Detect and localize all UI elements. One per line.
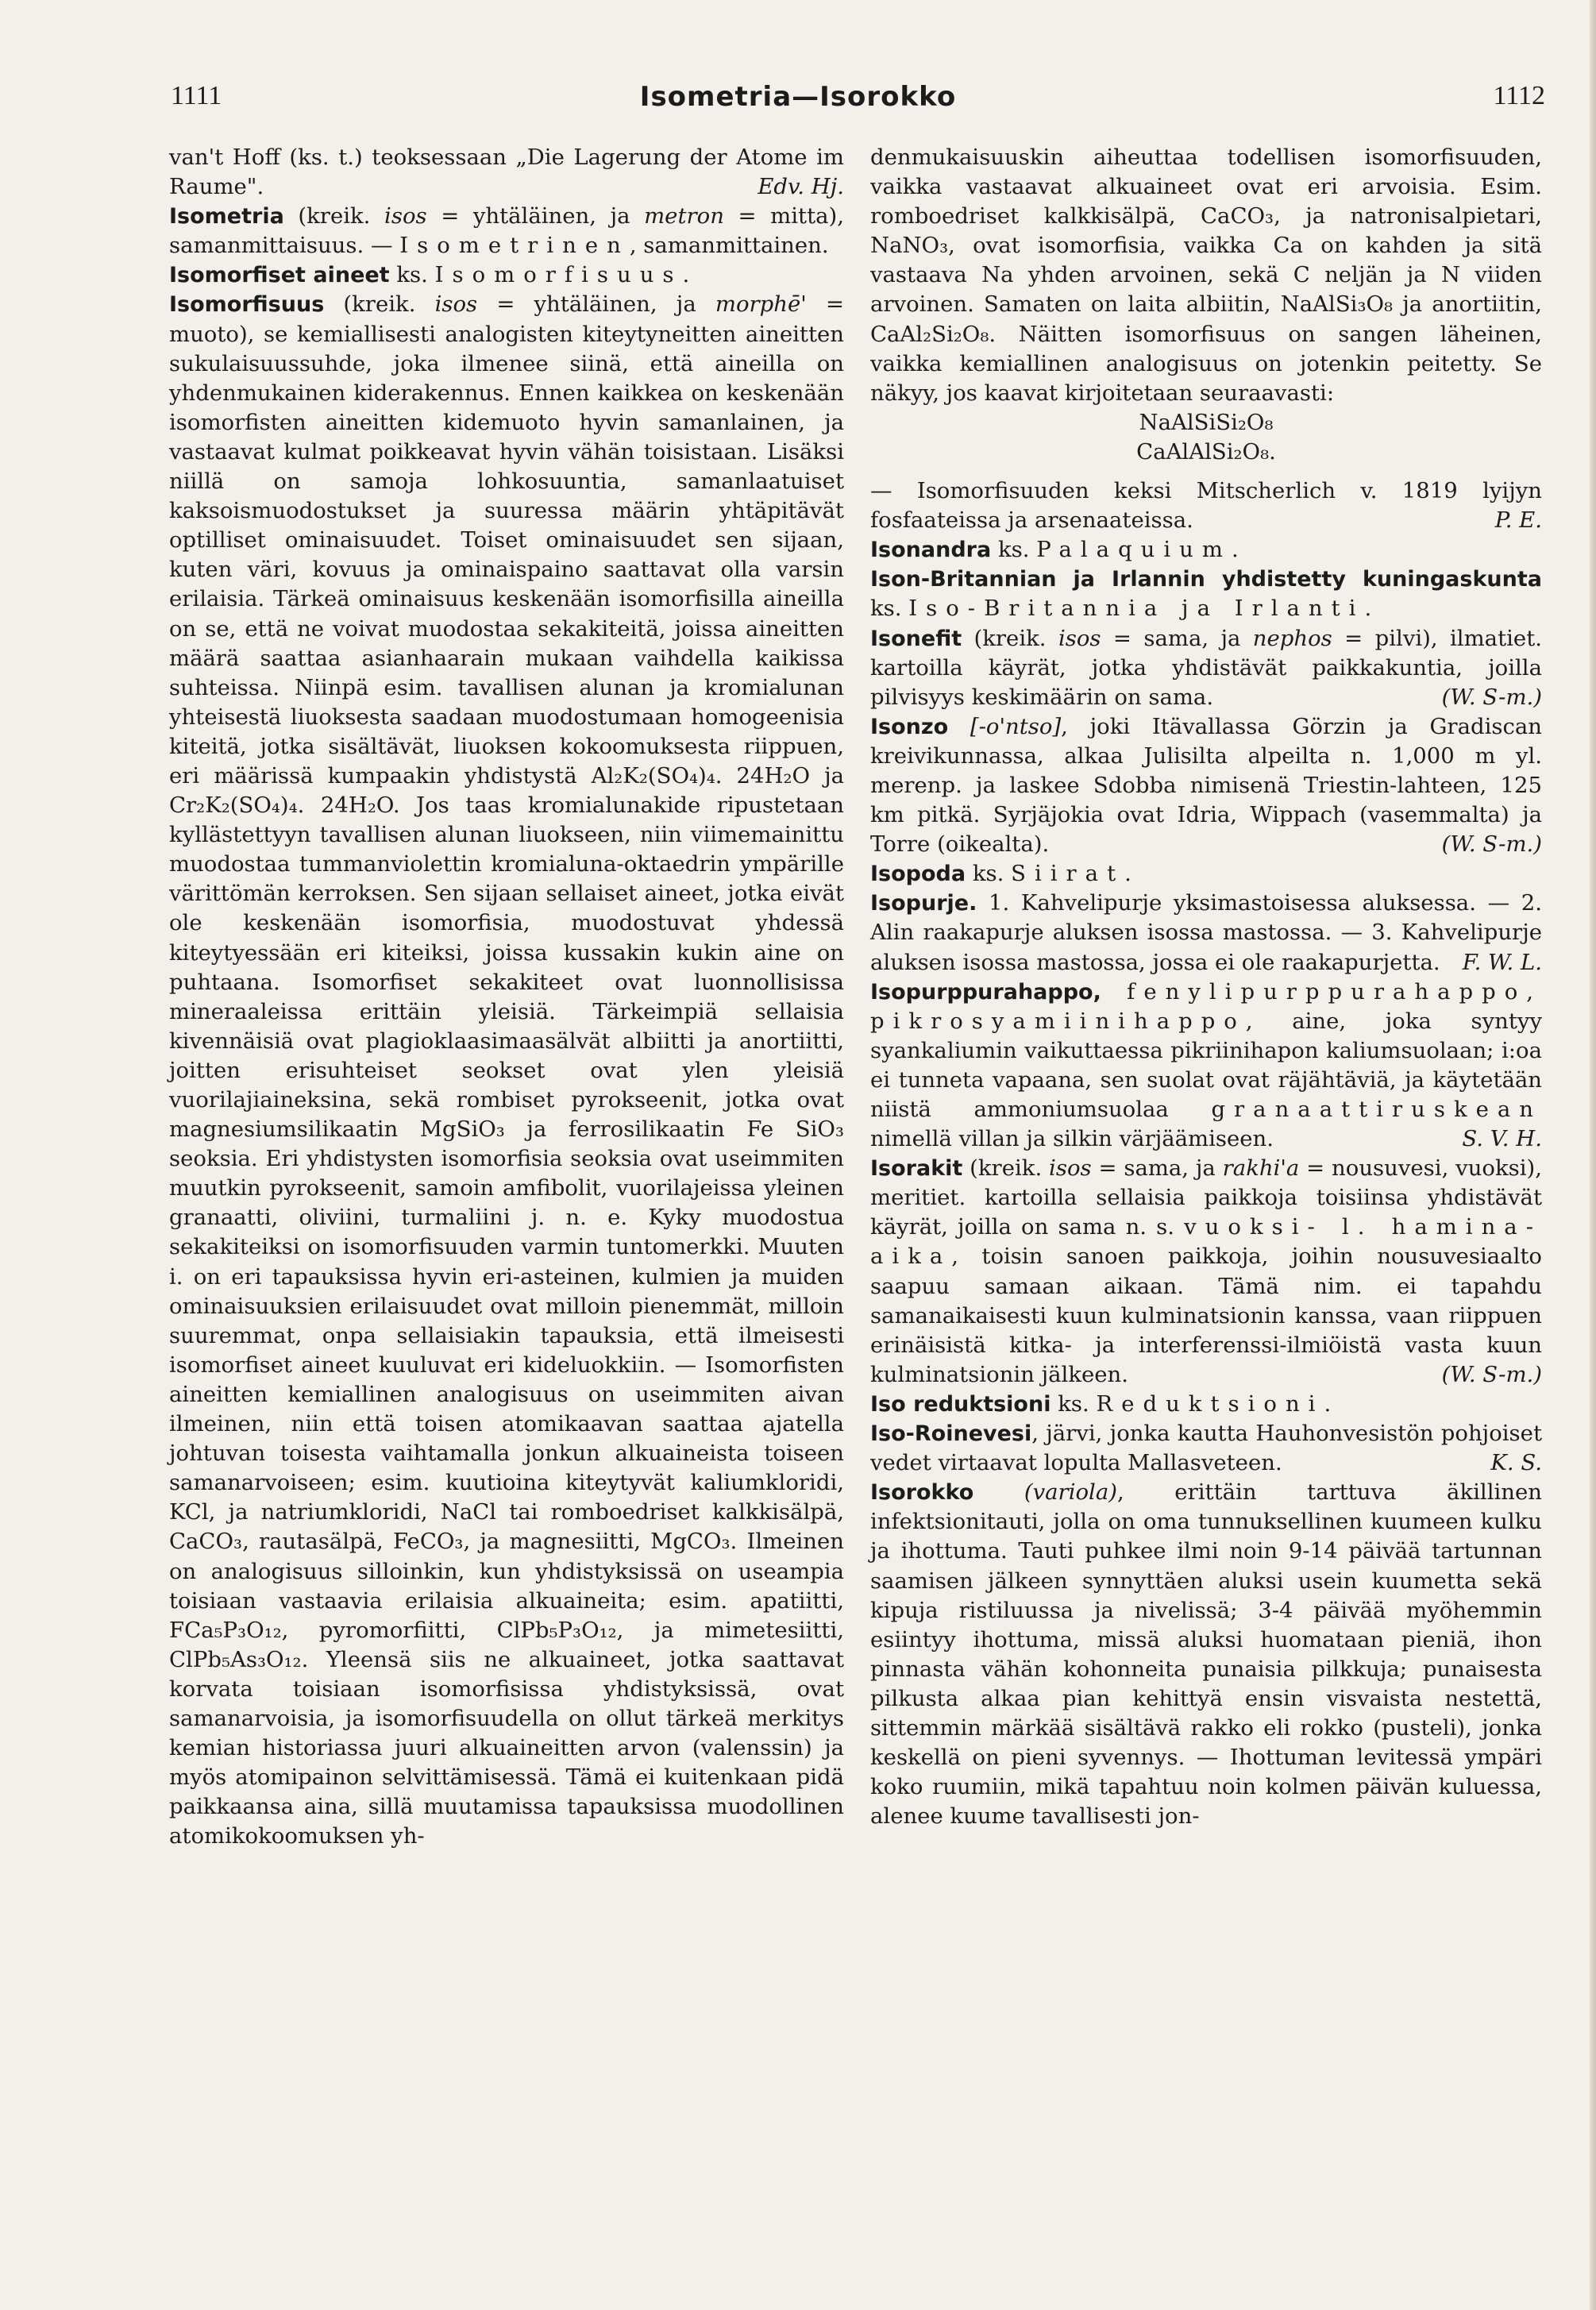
formula-line: NaAlSiSi₂O₈ xyxy=(1139,409,1274,435)
entry-iso-reduktsioni: Iso reduktsioni ks. Reduktsioni. xyxy=(870,1390,1332,1417)
entry-term: Isopurppurahappo, xyxy=(870,979,1101,1005)
entry-term: Isomorfiset aineet xyxy=(169,263,390,288)
cross-reference: Siirat xyxy=(1011,861,1125,887)
entry-ison-britannian: Ison-Britannian ja Irlannin yhdistetty kuningaskunta ks. Iso-Britannia ja Irlanti. xyxy=(870,567,1542,622)
formula-line: CaAlAlSi₂O₈. xyxy=(1136,438,1276,465)
signature: P. E. xyxy=(1494,507,1542,534)
entry-term: Isopurje. xyxy=(870,891,977,916)
entry-isopoda: Isopoda ks. Siirat. xyxy=(870,861,1131,887)
page-number-left: 1111 xyxy=(171,81,222,110)
cross-reference: Palaquium xyxy=(1036,537,1232,563)
entry-term: Ison-Britannian ja Irlannin yhdistetty kuningaskunta xyxy=(870,567,1542,592)
entry-isomorfisuus: Isomorfisuus (kreik. isos = yhtäläinen, ja morphē' = muoto), se kemiallisesti analogisten kiteytyneitten aineitten sukulaisuussuhde, joka ilmenee siinä, että aineilla on yhdenmukainen kiderakennus. Ennen kaikkea on keskenään isomorfisten aineitten kidemuoto hyvin samanlainen, ja vastaavat kulmat poikkeavat hyvin vähän toisistaan. Lisäksi niillä on samoja lohkosuuntia, samanlaatuiset kaksoismuodostukset ja suuressa määrin yhtäpitävät optilliset ominaisuudet. Toiset ominaisuudet sen sijaan, kuten väri, kovuus ja ominaispaino saattavat olla varsin erilaisia. Tärkeä ominaisuus keskenään isomorfisilla aineilla on se, että ne voivat muodostaa sekakiteitä, joissa aineitten määrä saattaa asianhaarain mukaan vaihdella kaikissa suhteissa. Niinpä esim. tavallisen alunan ja kromialunan yhteisestä liuoksesta saadaan muodostumaan homogeenisia kiteitä, jotka sisältävät, liuoksen kokoomuksesta riippuen, eri määrissä kumpaakin yhdistystä Al₂K₂(SO₄)₄. 24H₂O ja Cr₂K₂(SO₄)₄. 24H₂O. Jos taas kromialunakide ripustetaan kyllästettyyn tavallisen alunan liuokseen, niin viimemainittu muodostaa tummanviolettin kromialuna-oktaedrin ympärille värittömän kerroksen. Sen sijaan sellaiset aineet, jotka eivät ole keskenään isomorfisia, muodostuvat yhdessä kiteytyessään eri kiteiksi, joissa kussakin kukin aine on puhtaana. Isomorfiset sekakiteet ovat luonnollisissa mineraaleissa erittäin yleisiä. Tärkeimpiä sellaisia kivennäisiä ovat plagioklaasimaasälvät albiitti ja anortiitti, joitten erisuhteiset seokset ovat ylen yleisiä vuorilajiaineksina, sekä rombiset pyrokseenit, jotka ovat magnesiumsilikaatin MgSiO₃ ja ferrosilikaatin Fe SiO₃ seoksia. Eri yhdistysten isomorfisia seoksia ovat useimmiten muutkin pyrokseenit, samoin amfibolit, vuorilajeissa yleinen granaatti, oliviini, turmaliini j. n. e. Kyky muodostua sekakiteiksi on isomorfisuuden varmin tuntomerkki. Muuten i. on eri tapauksissa hyvin eri-asteinen, kulmien ja muiden ominaisuuksien erilaisuudet ovat milloin pienemmät, milloin suuremmat, onpa sellaisiakin tapauksia, että ilmeisesti isomorfiset aineet kuuluvat eri kideluokkiin. — Isomorfisten aineitten kemiallinen analogisuus on useimmiten aivan ilmeinen, niin että toisen atomikaavan saattaa ajatella johtuvan toisesta vaihtamalla jonkun alkuaineista toiseen samanarvoiseen; esim. kuutioina kiteytyvät kaliumkloridi, KCl, ja natriumkloridi, NaCl tai romboedriset kalkkisälpä, CaCO₃, rautasälpä, FeCO₃, ja magnesiitti, MgCO₃. Ilmeinen on analogisuus silloinkin, kun yhdistyksissä on useampia toisiaan vastaavia erilaisia alkuaineita; esim. apatiitti, FCa₅P₃O₁₂, pyromorfiitti, ClPb₅P₃O₁₂, ja mimetesiitti, ClPb₅As₃O₁₂. Yleensä siis ne alkuaineet, jotka saattavat korvata toisiaan isomorfisissa yhdistyksissä, ovat samanarvoisia, ja isomorfisuudella on ollut tärkeä merkitys kemian historiassa juuri alkuaineitten arvon (valenssin) ja myös atomipainon selvittämisessä. Tämä ei kuitenkaan pidä paikkaansa aina, sillä muutamissa tapauksissa muodollinen atomikokoomuksen yh- xyxy=(169,291,845,1849)
page-edge xyxy=(1590,0,1596,2310)
entry-term: Isorokko xyxy=(870,1480,974,1506)
paragraph-vanthoff: van't Hoff (ks. t.) teoksessaan „Die Lagerung der Atome im Raume". Edv. Hj. xyxy=(169,143,844,202)
signature: F. W. L. xyxy=(1462,949,1542,975)
left-column xyxy=(169,143,844,1851)
signature: (W. S-m.) xyxy=(1441,1361,1542,1387)
entry-term: Isonefit xyxy=(870,626,962,651)
paragraph-mitscherlich: — Isomorfisuuden keksi Mitscherlich v. 1819 lyijyn fosfaateissa ja arsenaateissa. P. E. xyxy=(870,476,1542,535)
entry-term: Iso-Roinevesi xyxy=(870,1421,1032,1447)
cross-reference: Isometrinen xyxy=(399,233,630,259)
entry-isomorfiset: Isomorfiset aineet ks. Isomorfisuus. xyxy=(169,262,690,288)
signature: K. S. xyxy=(1490,1450,1542,1476)
right-column xyxy=(870,143,1542,1831)
entry-term: Isopoda xyxy=(870,862,966,887)
entry-term: Isomorfisuus xyxy=(169,292,325,318)
signature: S. V. H. xyxy=(1462,1126,1542,1152)
entry-isopurje: Isopurje. 1. Kahvelipurje yksimastoisessa aluksessa. — 2. Alin raakapurje aluksen isossa mastossa. — 3. Kahvelipurje aluksen isossa mastossa, jossa ei ole raakapurjetta. F. W. L. xyxy=(870,889,1542,977)
cross-reference: granaattiruskean xyxy=(1211,1097,1542,1122)
signature: Edv. Hj. xyxy=(758,174,844,200)
entry-isometria: Isometria (kreik. isos = yhtäläinen, ja metron = mitta), samanmittaisuus. — Isometrinen, samanmittainen. xyxy=(169,203,845,259)
entry-iso-roinevesi: Iso-Roinevesi, järvi, jonka kautta Hauhonvesistön pohjoiset vedet virtaavat lopulta Mallasveteen. K. S. xyxy=(870,1419,1542,1478)
cross-reference: Reduktsioni xyxy=(1096,1390,1324,1417)
cross-reference: Iso-Britannia ja Irlanti xyxy=(908,596,1365,622)
entry-isorakit: Isorakit (kreik. isos = sama, ja rakhi'a = nousuvesi, vuoksi), meritiet. kartoilla sellaisia paikkoja toisiinsa yhdistävät käyrät, joilla on sama n. s. vuoksi- l. hamina-aika, toisin sanoen paikkoja, joihin nousuvesiaalto saapuu samaan aikaan. Tämä nim. ei tapahdu samanaikaisesti kuun kulminatsionin kanssa, vaan riippuen erinäisistä kitka- ja interferenssi-ilmiöistä vasta kuun kulminatsionin jälkeen. (W. S-m.) xyxy=(870,1154,1542,1390)
running-title: Isometria—Isorokko xyxy=(639,81,957,113)
cross-reference: fenylipurppurahappo, pikrosyamiinihappo xyxy=(870,978,1542,1034)
entry-isorokko: Isorokko (variola), erittäin tarttuva äkillinen infektsionitauti, jolla on oma tunnuksellinen kuumeen kulku ja ihottuma. Tauti puhkee ilmi noin 9-14 päivää tartunnan saamisen jälkeen synnyttäen aluksi usein kuumetta sekä kipuja ristiluussa ja nivelissä; 3-4 päivää myöhemmin esiintyy ihottuma, missä aluksi huomataan pieniä, ihon pinnasta vähän kohonneita punaisia pilkkuja; punaisesta pilkusta alkaa pian kehittyä ensin visvaista nestettä, sittemmin märkää sisältävä rakko eli rokko (pusteli), jonka keskellä on pieni syvennys. — Ihottuman levitessä ympäri koko ruumiin, mikä tapahtuu noin kolmen päivän kuluessa, alenee kuume tavallisesti jon- xyxy=(870,1479,1542,1830)
entry-term: Isometria xyxy=(169,204,284,229)
signature: (W. S-m.) xyxy=(1441,831,1542,858)
paragraph-continuation: denmukaisuuskin aiheuttaa todellisen isomorfisuuden, vaikka vastaavat alkuaineet ovat eri arvoisia. Esim. romboedriset kalkkisälpä, CaCO₃, ja natronisalpietari, NaNO₃, ovat isomorfisia, vaikka Ca on kahden ja sitä vastaava Na yhden arvoinen, sekä C neljän ja N viiden arvoinen. Samaten on laita albiitin, NaAlSi₃O₈ ja anortiitin, CaAl₂Si₂O₈. Näitten isomorfisuus on sangen läheinen, vaikka kemiallinen analogisuus on jotenkin peitetty. Se näkyy, jos kaavat kirjoitetaan seuraavasti: xyxy=(870,145,1542,406)
entry-isonzo: Isonzo [-o'ntso], joki Itävallassa Görzin ja Gradiscan kreivikunnassa, alkaa Julisilta alpeilta n. 1,000 m yl. merenp. ja laskee Sdobba nimisenä Triestin-lahteen, 125 km pitkä. Syrjäjokia ovat Idria, Wippach (vasemmalta) ja Torre (oikealta). (W. S-m.) xyxy=(870,712,1542,859)
entry-isopurppurahappo: Isopurppurahappo, fenylipurppurahappo, pikrosyamiinihappo, aine, joka syntyy syankaliumin vaikuttaessa pikriinihapon kaliumsuolaan; i:oa ei tunneta vapaana, sen suolat ovat räjähtäviä, ja käytetään niistä ammoniumsuolaa granaattiruskean nimellä villan ja silkin värjäämiseen. S. V. H. xyxy=(870,978,1542,1155)
entry-isonefit: Isonefit (kreik. isos = sama, ja nephos = pilvi), ilmatiet. kartoilla käyrät, jotka yhdistävät paikkakuntia, joilla pilvisyys keskimäärin on sama. (W. S-m.) xyxy=(870,624,1542,712)
cross-reference: Isomorfisuus xyxy=(434,262,683,288)
entry-isonandra: Isonandra ks. Palaquium. xyxy=(870,537,1239,563)
entry-term: Iso reduktsioni xyxy=(870,1391,1051,1417)
cross-reference: vuoksi- l. hamina-aika xyxy=(870,1214,1542,1270)
entry-term: Isorakit xyxy=(870,1156,963,1182)
entry-term: Isonzo xyxy=(870,714,949,739)
entry-term: Isonandra xyxy=(870,538,992,563)
page-number-right: 1112 xyxy=(1493,81,1545,110)
signature: (W. S-m.) xyxy=(1441,684,1542,710)
